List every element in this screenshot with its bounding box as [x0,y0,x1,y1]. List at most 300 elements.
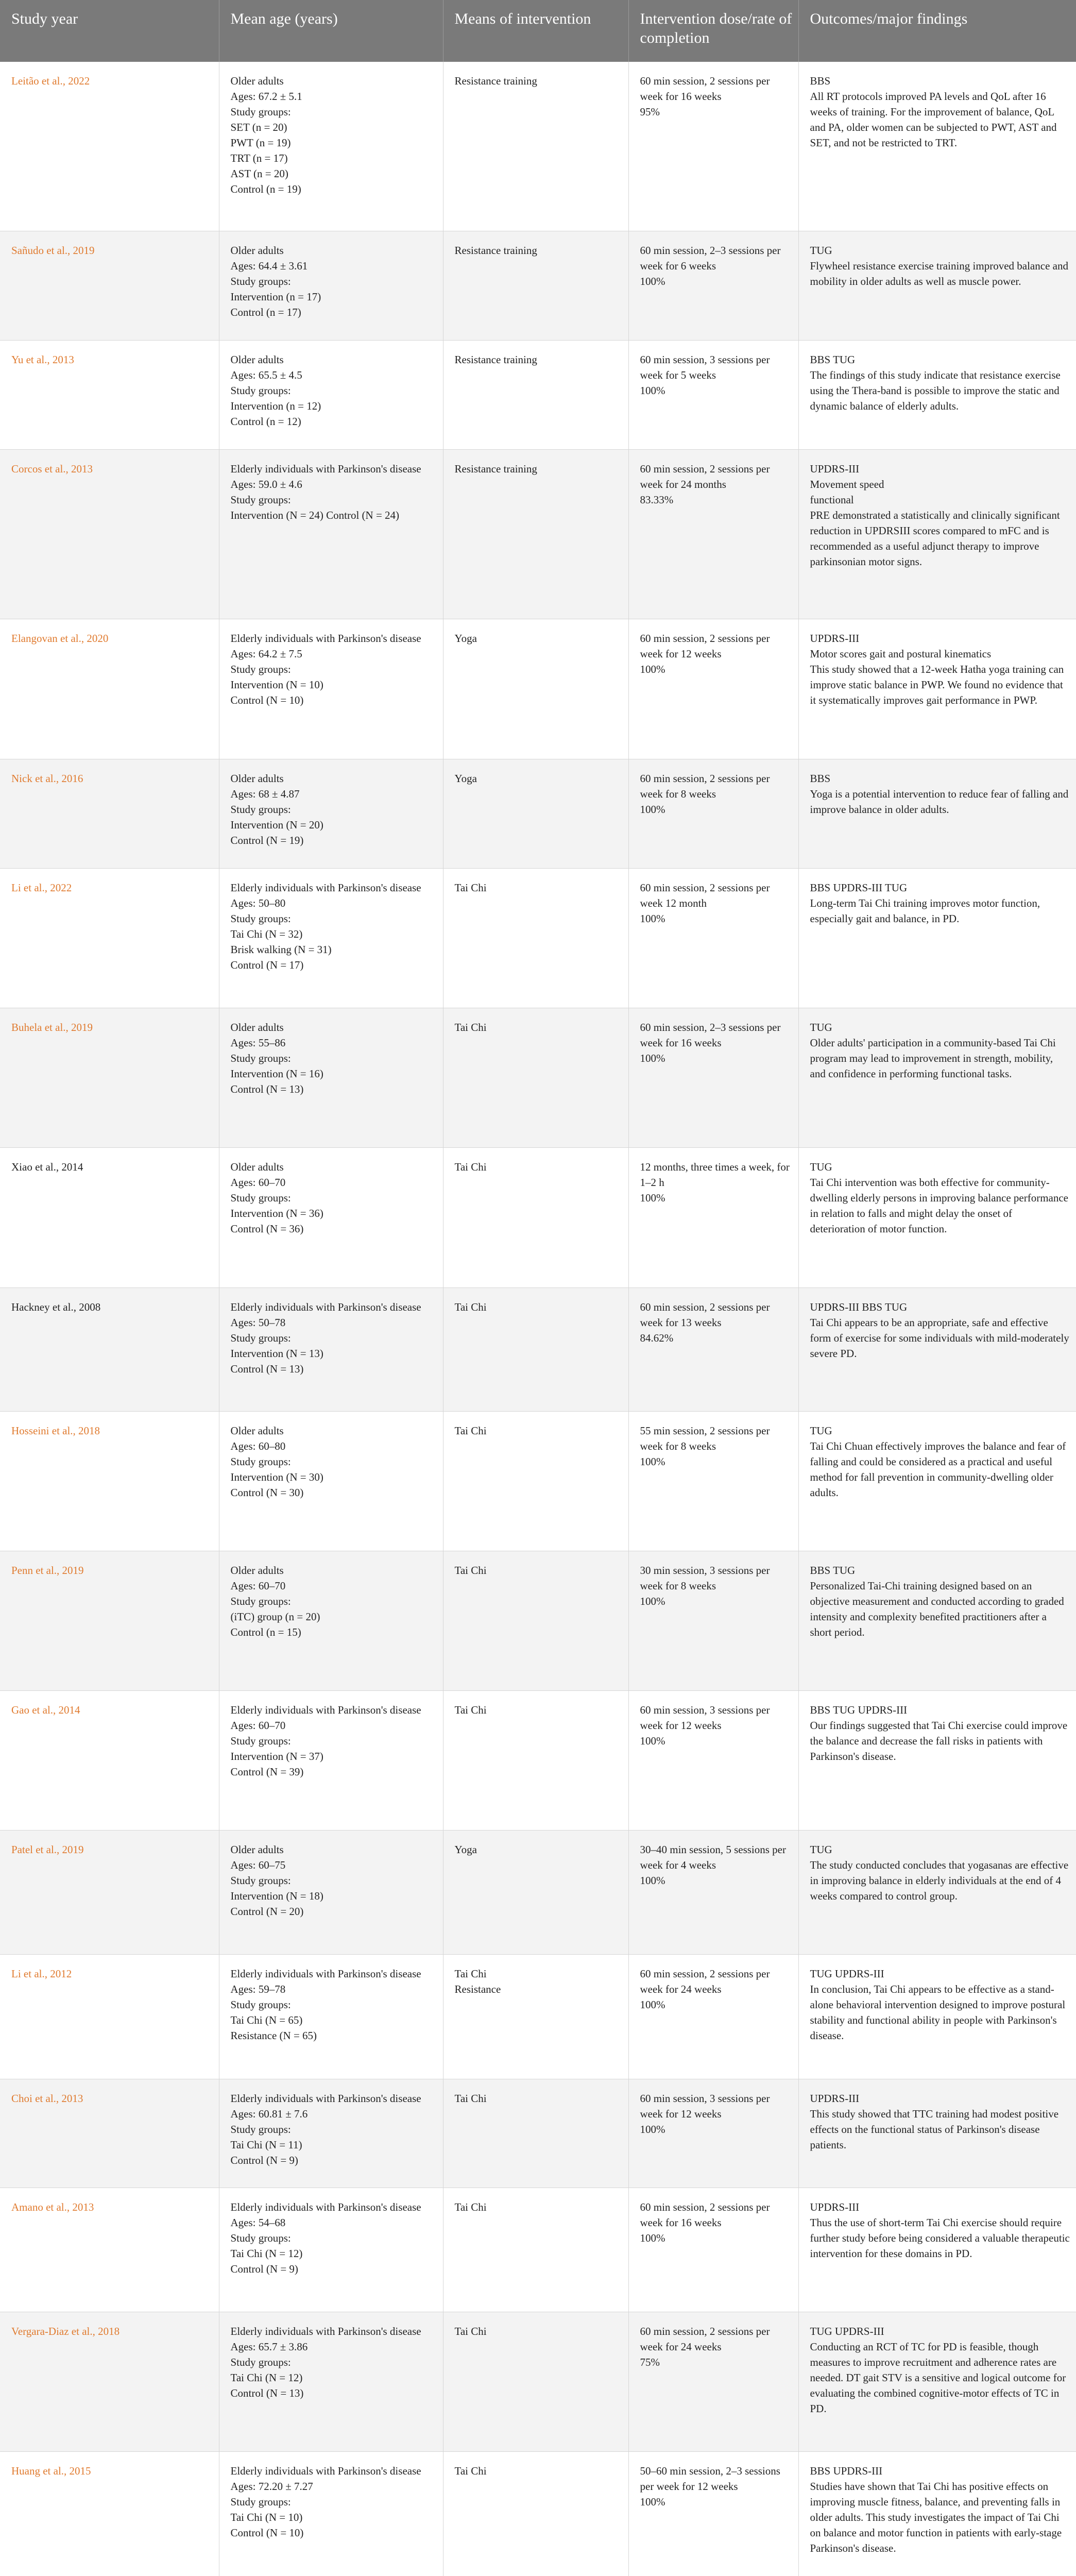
mean-age-cell-line: Ages: 60–80 [230,1439,286,1452]
mean-age-cell-line: Control (N = 10) [230,2526,304,2539]
outcome-cell-line: Thus the use of short-term Tai Chi exercise should require further study before being considered a valuable therapeutic intervention for these domains in PD. [810,2216,1073,2260]
mean-age-cell-line: Control (N = 13) [230,1082,304,1095]
dose-cell-line: 60 min session, 3 sessions per week for 12 weeks [640,1703,773,1732]
means-cell [443,619,628,759]
mean-age-cell-line: Ages: 54–68 [230,2216,286,2229]
dose-cell-line: 60 min session, 2 sessions per week for 8 weeks [640,772,773,800]
outcome-cell [798,231,1076,340]
outcome-cell [798,1287,1076,1411]
means-cell [443,1411,628,1551]
dose-cell [628,449,798,619]
dose-cell [628,2188,798,2312]
dose-cell-line: 50–60 min session, 2–3 sessions per week for 12 weeks [640,2464,783,2493]
outcome-cell-line: Movement speed [810,478,884,490]
means-cell-line: Resistance [454,1982,501,1995]
dose-cell-line: 55 min session, 2 sessions per week for 8 weeks [640,1424,773,1452]
means-cell [443,449,628,619]
dose-cell-line: 95% [640,106,660,118]
dose-cell-line: 100% [640,1874,665,1887]
outcome-cell-line: TUG [810,1424,832,1437]
outcome-cell [798,868,1076,1008]
mean-age-cell-line: Ages: 60–70 [230,1719,286,1732]
mean-age-cell-line: Intervention (N = 30) [230,1470,323,1483]
outcome-cell-line: TUG [810,1843,832,1856]
study-citation-link[interactable]: Penn et al., 2019 [0,1551,219,1690]
mean-age-cell-line: Control (N = 19) [230,834,304,846]
means-cell-line: Tai Chi [454,2092,487,2105]
mean-age-cell [219,1008,443,1147]
outcome-cell [798,1954,1076,2079]
means-cell [443,1830,628,1954]
means-cell-line: Tai Chi [454,1300,487,1313]
outcome-cell [798,619,1076,759]
means-cell [443,868,628,1008]
table-body [0,62,1076,2576]
outcome-cell-line: UPDRS-III [810,2200,860,2213]
mean-age-cell-line: Intervention (N = 13) [230,1347,323,1360]
means-cell [443,62,628,231]
mean-age-cell-line: Ages: 67.2 ± 5.1 [230,90,302,103]
mean-age-cell-line: Elderly individuals with Parkinson's disease [230,2200,421,2213]
study-citation-link[interactable]: Nick et al., 2016 [0,759,219,868]
means-cell [443,1287,628,1411]
means-cell [443,2312,628,2451]
mean-age-cell-line: Study groups: [230,1998,291,2011]
mean-age-cell [219,1551,443,1690]
study-citation-link[interactable]: Leitão et al., 2022 [0,62,219,231]
dose-cell [628,2079,798,2188]
mean-age-cell-line: Study groups: [230,1191,291,1204]
mean-age-cell-line: Elderly individuals with Parkinson's disease [230,632,421,645]
outcome-cell-line: Conducting an RCT of TC for PD is feasible, though measures to improve recruitment and adherence rates are needed. DT gait STV is a sensitive and logical outcome for evaluating the combined cognitive-motor effects of TC in PD. [810,2340,1069,2415]
outcome-cell-line: Tai Chi Chuan effectively improves the balance and fear of falling and could be considered as a practical and useful method for fall prevention in community-dwelling older adults. [810,1439,1069,1499]
mean-age-cell-line: Control (N = 39) [230,1765,304,1778]
means-cell [443,759,628,868]
outcome-cell-line: Personalized Tai-Chi training designed based on an objective measurement and conducted according to graded intensity and complexity benefited practitioners after a short period. [810,1579,1067,1638]
dose-cell [628,1147,798,1287]
mean-age-cell-line: Control (n = 15) [230,1625,301,1638]
means-cell-line: Resistance training [454,462,537,475]
outcome-cell-line: BBS [810,75,831,87]
study-citation-link[interactable]: Vergara-Diaz et al., 2018 [0,2312,219,2451]
outcome-cell [798,1551,1076,1690]
mean-age-cell-line: Ages: 60–75 [230,1858,286,1871]
dose-cell [628,1954,798,2079]
outcome-cell [798,1830,1076,1954]
mean-age-cell-line: Elderly individuals with Parkinson's disease [230,462,421,475]
table-row [0,1954,1076,2079]
outcome-cell-line: BBS UPDRS-III TUG [810,881,908,894]
dose-cell-line: 30–40 min session, 5 sessions per week for 4 weeks [640,1843,789,1871]
mean-age-cell [219,1287,443,1411]
mean-age-cell-line: Elderly individuals with Parkinson's disease [230,2092,421,2105]
mean-age-cell-line: PWT (n = 19) [230,137,291,149]
mean-age-cell-line: Control (N = 10) [230,693,304,706]
dose-cell-line: 100% [640,1052,665,1064]
dose-cell-line: 100% [640,2123,665,2136]
dose-cell-line: 100% [640,1595,665,1607]
table-row [0,2312,1076,2451]
mean-age-cell [219,759,443,868]
outcome-cell-line: BBS TUG [810,353,856,366]
mean-age-cell-line: SET (n = 20) [230,121,287,133]
outcome-cell-line: Our findings suggested that Tai Chi exercise could improve the balance and decrease the fall risks in patients with Parkinson's disease. [810,1719,1070,1762]
dose-cell [628,1551,798,1690]
dose-cell-line: 60 min session, 2 sessions per week for 24 months [640,462,773,490]
mean-age-cell-line: Older adults [230,244,284,257]
table-header-row [0,0,1076,62]
means-cell [443,1008,628,1147]
outcome-cell-line: TUG UPDRS-III [810,1967,884,1980]
mean-age-cell-line: Ages: 64.4 ± 3.61 [230,259,308,272]
outcome-cell [798,2312,1076,2451]
outcome-cell-line: UPDRS-III [810,632,860,645]
means-cell [443,2079,628,2188]
mean-age-cell-line: Tai Chi (N = 32) [230,927,303,940]
table-row [0,1690,1076,1830]
dose-cell-line: 60 min session, 2–3 sessions per week for 16 weeks [640,1021,783,1049]
mean-age-cell-line: Ages: 68 ± 4.87 [230,787,300,800]
outcome-cell-line: Long-term Tai Chi training improves motor function, especially gait and balance, in PD. [810,896,1043,925]
header-intervention-dose: Intervention dose/rate of completion [628,0,798,62]
mean-age-cell-line: Intervention (N = 10) [230,678,323,691]
mean-age-cell-line: Older adults [230,772,284,785]
mean-age-cell-line: Study groups: [230,1455,291,1468]
mean-age-cell-line: Ages: 59–78 [230,1982,286,1995]
outcome-cell-line: Flywheel resistance exercise training improved balance and mobility in older adults as well as muscle power. [810,259,1071,287]
mean-age-cell-line: Study groups: [230,1595,291,1607]
outcome-cell-line: This study showed that TTC training had modest positive effects on the functional status of Parkinson's disease patients. [810,2107,1062,2151]
mean-age-cell-line: Older adults [230,1564,284,1577]
mean-age-cell-line: Control (N = 9) [230,2262,298,2275]
dose-cell-line: 60 min session, 3 sessions per week for 5 weeks [640,353,773,381]
mean-age-cell-line: Intervention (n = 17) [230,290,321,303]
means-cell [443,231,628,340]
mean-age-cell [219,1690,443,1830]
means-cell-line: Tai Chi [454,2325,487,2337]
dose-cell [628,1690,798,1830]
outcome-cell-line: BBS [810,772,831,785]
outcome-cell-line: UPDRS-III [810,462,860,475]
means-cell [443,1954,628,2079]
study-citation-link[interactable]: Li et al., 2012 [0,1954,219,2079]
mean-age-cell [219,2188,443,2312]
mean-age-cell-line: Ages: 72.20 ± 7.27 [230,2480,313,2493]
mean-age-cell-line: Intervention (N = 20) [230,818,323,831]
means-cell [443,2451,628,2576]
mean-age-cell [219,340,443,449]
mean-age-cell-line: Control (N = 13) [230,2386,304,2399]
mean-age-cell-line: Control (N = 36) [230,1222,304,1235]
study-citation-link[interactable]: Choi et al., 2013 [0,2079,219,2188]
dose-cell-line: 30 min session, 3 sessions per week for 8 weeks [640,1564,773,1592]
mean-age-cell-line: Study groups: [230,2495,291,2508]
dose-cell [628,759,798,868]
table-row [0,449,1076,619]
mean-age-cell [219,1954,443,2079]
mean-age-cell-line: Study groups: [230,1331,291,1344]
mean-age-cell-line: Ages: 65.7 ± 3.86 [230,2340,308,2353]
study-citation-link[interactable]: Hosseini et al., 2018 [0,1411,219,1551]
means-cell-line: Tai Chi [454,1967,487,1980]
dose-cell-line: 100% [640,803,665,816]
header-outcomes: Outcomes/major findings [798,0,1076,62]
mean-age-cell-line: Study groups: [230,1052,291,1064]
mean-age-cell-line: Study groups: [230,803,291,816]
mean-age-cell-line: Tai Chi (N = 10) [230,2511,303,2523]
dose-cell [628,2451,798,2576]
mean-age-cell-line: Control (N = 9) [230,2154,298,2166]
study-citation-link[interactable]: Amano et al., 2013 [0,2188,219,2312]
means-cell-line: Tai Chi [454,1424,487,1437]
mean-age-cell-line: Intervention (N = 16) [230,1067,323,1080]
means-cell-line: Tai Chi [454,1160,487,1173]
outcome-cell-line: This study showed that a 12-week Hatha yoga training can improve static balance in PWP. We found no evidence that it systematically improves gait performance in PWP. [810,663,1067,706]
mean-age-cell-line: Intervention (N = 37) [230,1750,323,1762]
dose-cell [628,2312,798,2451]
mean-age-cell-line: Brisk walking (N = 31) [230,943,332,956]
table-row [0,1411,1076,1551]
mean-age-cell-line: Control (n = 12) [230,415,301,428]
mean-age-cell-line: Study groups: [230,912,291,925]
mean-age-cell-line: Ages: 60–70 [230,1579,286,1592]
mean-age-cell-line: Ages: 60–70 [230,1176,286,1189]
table-row [0,2188,1076,2312]
dose-cell-line: 60 min session, 2–3 sessions per week for 6 weeks [640,244,783,272]
table-row [0,1287,1076,1411]
table-row [0,1147,1076,1287]
mean-age-cell-line: (iTC) group (n = 20) [230,1610,320,1623]
mean-age-cell-line: Tai Chi (N = 11) [230,2138,302,2151]
outcome-cell-line: The findings of this study indicate that resistance exercise using the Thera-band is possible to improve the static and dynamic balance of elderly adults. [810,368,1064,412]
dose-cell-line: 83.33% [640,493,674,506]
mean-age-cell [219,2079,443,2188]
dose-cell-line: 60 min session, 3 sessions per week for 12 weeks [640,2092,773,2120]
outcome-cell-line: UPDRS-III [810,2092,860,2105]
outcome-cell-line: Motor scores gait and postural kinematics [810,647,992,660]
mean-age-cell-line: Control (N = 13) [230,1362,304,1375]
mean-age-cell [219,1830,443,1954]
mean-age-cell-line: Older adults [230,1424,284,1437]
outcome-cell-line: All RT protocols improved PA levels and QoL after 16 weeks of training. For the improvement of balance, QoL and PA, older women can be subjected to PWT, AST and SET, and not be restricted to TRT. [810,90,1060,149]
outcome-cell-line: Studies have shown that Tai Chi has positive effects on improving muscle fitness, balance, and preventing falls in older adults. This study investigates the impact of Tai Chi on balance and motor function in patients with early-stage Parkinson's disease. [810,2480,1065,2554]
means-cell-line: Tai Chi [454,1021,487,1033]
mean-age-cell [219,1411,443,1551]
table-row [0,2079,1076,2188]
outcome-cell-line: Tai Chi intervention was both effective for community-dwelling elderly persons in improving balance performance in relation to falls and might delay the onset of deterioration of motor function. [810,1176,1071,1235]
outcome-cell-line: Tai Chi appears to be an appropriate, safe and effective form of exercise for some individuals with mild-moderately severe PD. [810,1316,1072,1360]
outcome-cell-line: TUG [810,1160,832,1173]
table-row [0,340,1076,449]
outcome-cell-line: Older adults' participation in a community-based Tai Chi program may lead to improvement in strength, mobility, and confidence in performing functional tasks. [810,1036,1058,1080]
outcome-cell-line: TUG [810,244,832,257]
dose-cell [628,1830,798,1954]
mean-age-cell-line: Intervention (n = 12) [230,399,321,412]
table-row [0,759,1076,868]
outcome-cell-line: BBS UPDRS-III [810,2464,883,2477]
means-cell-line: Tai Chi [454,1564,487,1577]
mean-age-cell-line: Study groups: [230,2355,291,2368]
mean-age-cell-line: Tai Chi (N = 12) [230,2247,303,2260]
mean-age-cell-line: Older adults [230,353,284,366]
mean-age-cell-line: Control (N = 30) [230,1486,304,1499]
mean-age-cell-line: Ages: 64.2 ± 7.5 [230,647,302,660]
mean-age-cell-line: Study groups: [230,106,291,118]
outcome-cell-line: The study conducted concludes that yogasanas are effective in improving balance in elderly individuals at the end of 4 weeks compared to control group. [810,1858,1071,1902]
mean-age-cell-line: Elderly individuals with Parkinson's disease [230,881,421,894]
mean-age-cell-line: Study groups: [230,1874,291,1887]
dose-cell-line: 84.62% [640,1331,674,1344]
mean-age-cell [219,231,443,340]
table-row [0,868,1076,1008]
outcome-cell-line: TUG [810,1021,832,1033]
dose-cell-line: 100% [640,2495,665,2508]
outcome-cell [798,62,1076,231]
dose-cell-line: 12 months, three times a week, for 1–2 h [640,1160,793,1189]
study-citation: Xiao et al., 2014 [0,1147,219,1287]
means-cell-line: Tai Chi [454,2200,487,2213]
table-row [0,2451,1076,2576]
mean-age-cell-line: Elderly individuals with Parkinson's disease [230,2464,421,2477]
means-cell-line: Yoga [454,632,477,645]
means-cell [443,1551,628,1690]
dose-cell-line: 100% [640,1998,665,2011]
mean-age-cell-line: Study groups: [230,663,291,675]
dose-cell-line: 60 min session, 2 sessions per week for 24 weeks [640,1967,773,1995]
dose-cell [628,1411,798,1551]
dose-cell-line: 60 min session, 2 sessions per week for 13 weeks [640,1300,773,1329]
dose-cell-line: 100% [640,2231,665,2244]
outcome-cell-line: BBS TUG [810,1564,856,1577]
mean-age-cell [219,619,443,759]
dose-cell-line: 100% [640,384,665,397]
dose-cell-line: 100% [640,663,665,675]
mean-age-cell-line: Intervention (N = 18) [230,1889,323,1902]
outcome-cell [798,2079,1076,2188]
means-cell-line: Yoga [454,1843,477,1856]
study-citation-link[interactable]: Corcos et al., 2013 [0,449,219,619]
outcome-cell [798,1147,1076,1287]
study-citation-link[interactable]: Yu et al., 2013 [0,340,219,449]
table-row [0,619,1076,759]
table-row [0,1008,1076,1147]
outcome-cell [798,759,1076,868]
mean-age-cell [219,62,443,231]
outcome-cell-line: UPDRS-III BBS TUG [810,1300,908,1313]
outcome-cell [798,1411,1076,1551]
study-citation-link[interactable]: Gao et al., 2014 [0,1690,219,1830]
dose-cell-line: 100% [640,275,665,287]
means-cell-line: Tai Chi [454,881,487,894]
header-study-year: Study year [0,0,219,62]
study-citation-link[interactable]: Patel et al., 2019 [0,1830,219,1954]
mean-age-cell-line: AST (n = 20) [230,167,288,180]
means-cell-line: Tai Chi [454,1703,487,1716]
dose-cell [628,340,798,449]
mean-age-cell-line: Older adults [230,1021,284,1033]
mean-age-cell-line: Ages: 65.5 ± 4.5 [230,368,302,381]
dose-cell-line: 60 min session, 2 sessions per week 12 month [640,881,773,909]
mean-age-cell-line: Older adults [230,1843,284,1856]
means-cell [443,1690,628,1830]
means-cell-line: Resistance training [454,353,537,366]
outcome-cell-line: TUG UPDRS-III [810,2325,884,2337]
means-cell [443,340,628,449]
study-citation-link[interactable]: Elangovan et al., 2020 [0,619,219,759]
mean-age-cell-line: Intervention (N = 24) Control (N = 24) [230,509,400,521]
outcome-cell-line: functional [810,493,854,506]
dose-cell-line: 100% [640,1191,665,1204]
means-cell-line: Resistance training [454,244,537,257]
mean-age-cell [219,2312,443,2451]
dose-cell-line: 60 min session, 2 sessions per week for 16 weeks [640,2200,773,2229]
outcome-cell-line: In conclusion, Tai Chi appears to be effective as a stand-alone behavioral intervention designed to improve postural stability and functional ability in people with Parkinson's disease. [810,1982,1068,2042]
dose-cell [628,868,798,1008]
mean-age-cell-line: Tai Chi (N = 12) [230,2371,303,2384]
mean-age-cell-line: TRT (n = 17) [230,152,288,164]
study-citation-link[interactable]: Li et al., 2022 [0,868,219,1008]
mean-age-cell-line: Ages: 50–80 [230,896,286,909]
mean-age-cell-line: Elderly individuals with Parkinson's disease [230,1300,421,1313]
mean-age-cell-line: Study groups: [230,275,291,287]
mean-age-cell-line: Resistance (N = 65) [230,2029,317,2042]
mean-age-cell-line: Control (n = 17) [230,306,301,318]
dose-cell [628,231,798,340]
mean-age-cell-line: Older adults [230,1160,284,1173]
mean-age-cell-line: Study groups: [230,384,291,397]
mean-age-cell [219,1147,443,1287]
mean-age-cell [219,868,443,1008]
table-row [0,1551,1076,1690]
mean-age-cell-line: Tai Chi (N = 65) [230,2013,303,2026]
means-cell [443,2188,628,2312]
study-citation-link[interactable]: Buhela et al., 2019 [0,1008,219,1147]
mean-age-cell-line: Ages: 59.0 ± 4.6 [230,478,302,490]
header-mean-age: Mean age (years) [219,0,443,62]
table-row [0,231,1076,340]
outcome-cell-line: Yoga is a potential intervention to reduce fear of falling and improve balance in older adults. [810,787,1071,816]
dose-cell-line: 60 min session, 2 sessions per week for 16 weeks [640,75,773,103]
outcome-cell-line: PRE demonstrated a statistically and clinically significant reduction in UPDRSIII scores compared to mFC and is recommended as a useful adjunct therapy to improve parkinsonian motor signs. [810,509,1063,568]
dose-cell-line: 100% [640,912,665,925]
mean-age-cell-line: Elderly individuals with Parkinson's disease [230,1703,421,1716]
outcome-cell [798,340,1076,449]
mean-age-cell-line: Ages: 50–78 [230,1316,286,1329]
mean-age-cell-line: Control (N = 20) [230,1905,304,1918]
mean-age-cell-line: Control (N = 17) [230,958,304,971]
outcome-cell-line: BBS TUG UPDRS-III [810,1703,908,1716]
means-cell-line: Yoga [454,772,477,785]
mean-age-cell-line: Ages: 55–86 [230,1036,286,1049]
table-row [0,62,1076,231]
mean-age-cell-line: Ages: 60.81 ± 7.6 [230,2107,308,2120]
mean-age-cell [219,449,443,619]
study-citation-link[interactable]: Huang et al., 2015 [0,2451,219,2576]
study-citation-link[interactable]: Sañudo et al., 2019 [0,231,219,340]
outcome-cell [798,2188,1076,2312]
dose-cell-line: 75% [640,2355,660,2368]
dose-cell [628,62,798,231]
dose-cell-line: 60 min session, 2 sessions per week for 12 weeks [640,632,773,660]
dose-cell [628,1287,798,1411]
table-row [0,1830,1076,1954]
mean-age-cell-line: Intervention (N = 36) [230,1207,323,1219]
mean-age-cell-line: Study groups: [230,2123,291,2136]
header-means-of-intervention: Means of intervention [443,0,628,62]
mean-age-cell-line: Elderly individuals with Parkinson's disease [230,1967,421,1980]
mean-age-cell-line: Study groups: [230,2231,291,2244]
means-cell-line: Resistance training [454,75,537,87]
